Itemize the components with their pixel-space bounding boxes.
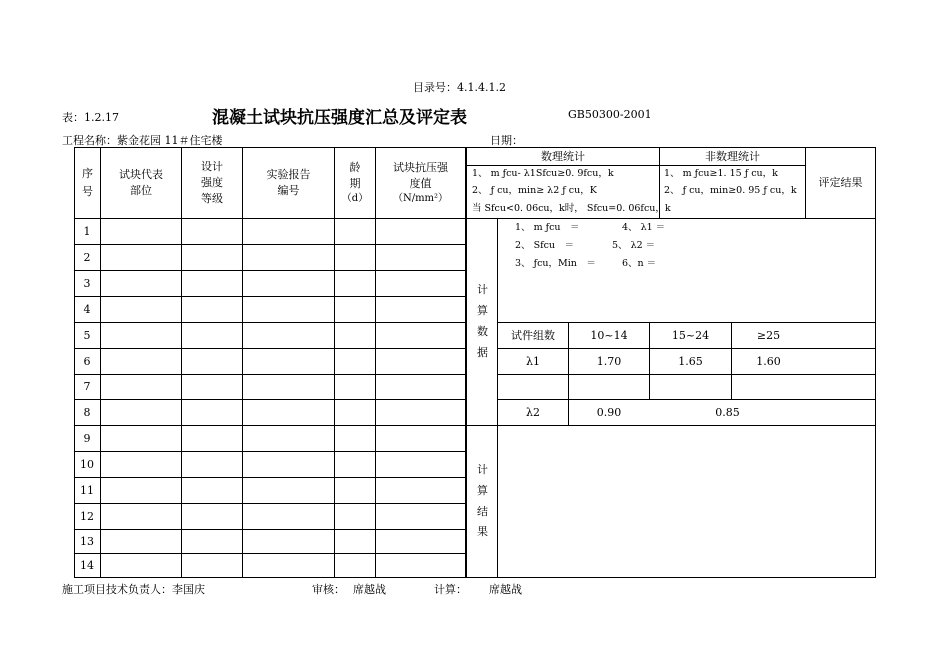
- tech-lead: [62, 581, 205, 597]
- lambda-head-groups: 试件组数: [511, 328, 555, 342]
- calc-item-min: 3、 ƒcu，Min ＝: [515, 258, 596, 269]
- calc-item-lambda1: 4、 λ1 ＝: [622, 222, 666, 233]
- catalog-number: 目录号：4.1.4.1.2: [413, 81, 506, 94]
- calc-item-std: 2、 Sfcu ＝: [515, 240, 575, 251]
- col-strength: 试块抗压强度值 （N/mm²）: [392, 160, 449, 204]
- row-number: 11: [80, 484, 94, 497]
- row-number: 6: [83, 355, 91, 368]
- calc-item-lambda2: 5、 λ2 ＝: [612, 240, 656, 251]
- nonstat-criterion-1: 1、 m ƒcu≥1. 15 ƒ cu，k: [664, 168, 778, 179]
- result-header: 评定结果: [818, 176, 863, 190]
- stat-criterion-1: 1、 m ƒcu- λ1Sfcu≥0. 9fcu，k: [472, 168, 614, 179]
- page-title: 混凝土试块抗压强度汇总及评定表: [212, 108, 467, 128]
- row-number: 14: [80, 559, 94, 572]
- lambda2-value: 0.85: [715, 405, 740, 419]
- lambda2-value: 0.90: [596, 405, 622, 419]
- col-report: 实验报告编号: [266, 168, 311, 197]
- row-number: 5: [83, 329, 91, 342]
- calculator-value: 席越战: [489, 583, 522, 596]
- row-number: 4: [83, 303, 91, 316]
- col-age: 龄期 （d）: [341, 160, 369, 204]
- lambda-head-range-2: 15~24: [671, 328, 710, 342]
- col-seq: 序号: [82, 167, 93, 198]
- calc-item-mean: 1、 m ƒcu ＝: [515, 222, 580, 233]
- row-number: 3: [83, 277, 91, 290]
- row-number: 7: [83, 380, 91, 393]
- tech-lead-label: 施工项目技术负责人：: [62, 583, 172, 596]
- reviewer-label: 审核：: [312, 583, 345, 596]
- col-grade: 设计强度等级: [201, 160, 223, 205]
- calc-result-label: 计算结果: [477, 462, 488, 539]
- row-number: 8: [83, 406, 91, 419]
- project-value: 紫金花园 11＃住宅楼: [117, 134, 223, 147]
- row-number: 9: [83, 432, 91, 445]
- lambda1-value: 1.70: [596, 354, 622, 368]
- row-number: 2: [83, 251, 91, 264]
- row-number: 13: [80, 535, 94, 548]
- lambda1-value: 1.65: [678, 354, 703, 368]
- lambda1-label: λ1: [526, 354, 540, 368]
- lambda2-label: λ2: [526, 405, 540, 419]
- project-label: 工程名称：: [62, 134, 117, 147]
- lambda1-value: 1.60: [756, 354, 781, 368]
- nonstat-criterion-2: 2、 ƒ cu，min≥0. 95 ƒ cu，k: [664, 185, 797, 196]
- date-label: 日期：: [490, 134, 523, 147]
- nonstat-header: 非数理统计: [705, 149, 760, 163]
- calculator-label: 计算：: [434, 583, 467, 596]
- project-name: [62, 132, 223, 148]
- lambda-head-range-3: ≥25: [756, 328, 781, 342]
- reviewer-value: 席越战: [353, 583, 386, 596]
- stat-criterion-2: 2、 ƒ cu，min≥ λ2 ƒ cu，K: [472, 185, 597, 196]
- row-number: 1: [83, 225, 91, 238]
- table-number: 表：1.2.17: [62, 111, 119, 124]
- calc-data-label: 计算数据: [477, 283, 488, 359]
- calc-item-n: 6、n ＝: [622, 258, 657, 269]
- stat-criterion-3: 当 Sfcu<0. 06cu，k时， Sfcu=0. 06fcu，k: [472, 203, 671, 214]
- stat-header: 数理统计: [541, 149, 585, 163]
- calculator: [434, 581, 522, 597]
- lambda-head-range-1: 10~14: [590, 328, 628, 342]
- row-number: 10: [80, 458, 94, 471]
- col-specimen: 试块代表部位: [119, 168, 163, 197]
- standard-code: GB50300-2001: [568, 108, 652, 121]
- tech-lead-value: 李国庆: [172, 583, 205, 596]
- reviewer: [312, 581, 386, 597]
- row-number: 12: [80, 510, 94, 523]
